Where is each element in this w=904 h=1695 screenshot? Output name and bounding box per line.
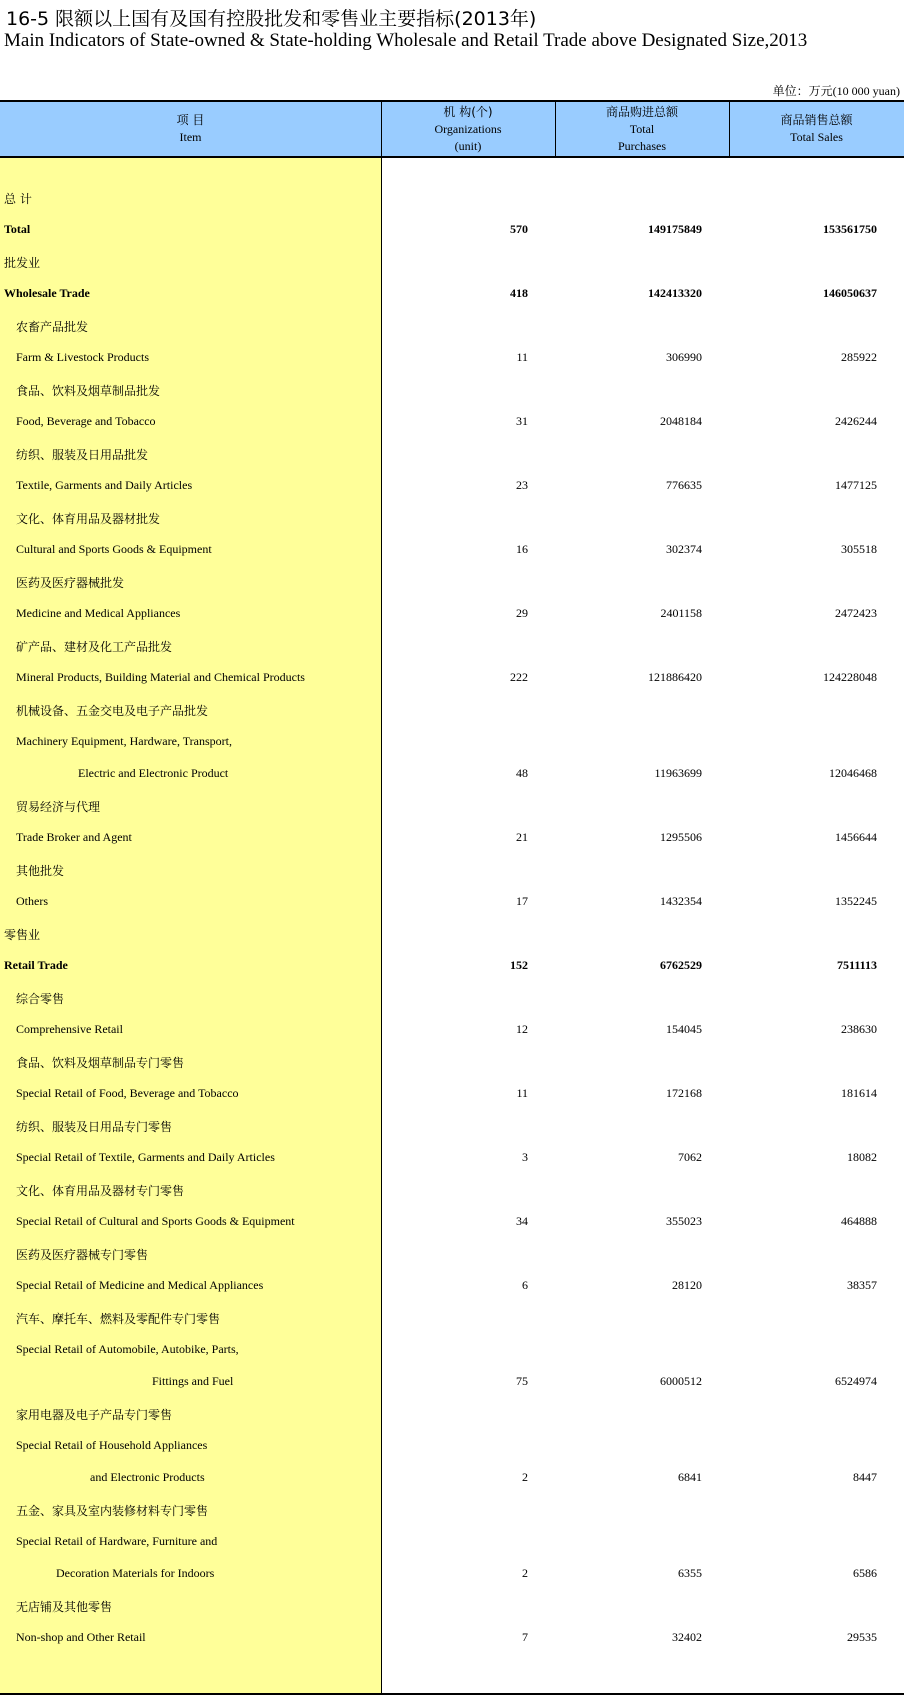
cell-purchases: 32402 [672,1630,702,1644]
cell-purchases: 7062 [678,1150,702,1164]
header-divider [729,102,730,156]
cell-sales: 7511113 [836,958,877,972]
table-row [0,662,904,694]
row-label: Fittings and Fuel [152,1374,234,1388]
header-item [0,102,381,156]
cell-sales: 146050637 [823,286,877,300]
header-orgs [381,102,555,156]
row-label: Trade Broker and Agent [16,830,132,844]
row-label: 无店铺及其他零售 [16,1600,113,1614]
table-row [0,726,904,758]
cell-sales: 1352245 [835,894,877,908]
row-label: Non-shop and Other Retail [16,1630,146,1644]
row-label: 医药及医疗器械批发 [16,576,125,590]
table-row [0,1398,904,1430]
cell-sales: 38357 [847,1278,877,1292]
cell-sales: 238630 [841,1022,877,1036]
header-sales-en: Total Sales [790,130,843,144]
table-row [0,1334,904,1366]
row-label: Textile, Garments and Daily Articles [16,478,193,492]
row-label: Cultural and Sports Goods & Equipment [16,542,212,556]
cell-sales: 2472423 [835,606,877,620]
cell-orgs: 11 [516,350,528,364]
row-label: 贸易经济与代理 [16,800,101,814]
cell-orgs: 48 [516,766,528,780]
row-label: 矿产品、建材及化工产品批发 [16,640,173,654]
cell-purchases: 142413320 [648,286,702,300]
row-label: 家用电器及电子产品专门零售 [16,1408,173,1422]
table-row [0,822,904,854]
table-row [0,1430,904,1462]
cell-sales: 12046468 [829,766,877,780]
cell-sales: 1456644 [835,830,877,844]
page-title-en: Main Indicators of State-owned & State-holding Wholesale and Retail Trade above Designated Size,2013 [4,30,808,51]
cell-orgs: 21 [516,830,528,844]
row-label: 五金、家具及室内装修材料专门零售 [16,1504,209,1518]
row-label: 食品、饮料及烟草制品批发 [16,384,161,398]
table-row [0,1078,904,1110]
cell-sales: 285922 [841,350,877,364]
table-row [0,342,904,374]
cell-orgs: 2 [522,1470,528,1484]
table-row [0,886,904,918]
row-label: 综合零售 [16,992,65,1006]
row-label: 食品、饮料及烟草制品专门零售 [16,1056,185,1070]
header-divider [555,102,556,156]
cell-orgs: 418 [510,286,528,300]
table-row [0,950,904,982]
row-label: Special Retail of Household Appliances [16,1438,208,1452]
table-row [0,502,904,534]
cell-sales: 305518 [841,542,877,556]
cell-sales: 8447 [853,1470,877,1484]
cell-purchases: 1295506 [660,830,702,844]
table-row [0,470,904,502]
cell-orgs: 11 [516,1086,528,1100]
cell-purchases: 6841 [678,1470,702,1484]
cell-purchases: 154045 [666,1022,702,1036]
cell-purchases: 6762529 [660,958,702,972]
header-orgs-cn: 机 构(个) [443,104,493,119]
cell-purchases: 6355 [678,1566,702,1580]
table-row [0,182,904,214]
table-row [0,1590,904,1622]
cell-orgs: 34 [516,1214,528,1228]
table-row [0,374,904,406]
table-row [0,1238,904,1270]
table-row [0,406,904,438]
cell-orgs: 29 [516,606,528,620]
header-item-cn: 项 目 [176,113,205,127]
table-row [0,1014,904,1046]
row-label: Electric and Electronic Product [78,766,229,780]
row-label: and Electronic Products [90,1470,205,1484]
row-label: 批发业 [4,256,41,270]
table-row [0,630,904,662]
cell-sales: 1477125 [835,478,877,492]
cell-orgs: 570 [510,222,528,236]
cell-orgs: 31 [516,414,528,428]
header-orgs-en: Organizations [434,121,502,136]
table-row [0,982,904,1014]
cell-orgs: 3 [522,1150,528,1164]
cell-orgs: 222 [510,670,528,684]
cell-orgs: 16 [516,542,528,556]
cell-sales: 181614 [841,1086,877,1100]
cell-purchases: 149175849 [648,222,702,236]
cell-purchases: 302374 [666,542,702,556]
table-row [0,694,904,726]
cell-sales: 6524974 [835,1374,877,1388]
cell-purchases: 306990 [666,350,702,364]
header-sales [729,102,904,156]
cell-orgs: 2 [522,1566,528,1580]
cell-orgs: 7 [522,1630,528,1644]
row-label: Special Retail of Medicine and Medical Appliances [16,1278,264,1292]
row-label: Wholesale Trade [4,286,90,300]
header-purchases [555,102,729,156]
table-row [0,214,904,246]
cell-sales: 29535 [847,1630,877,1644]
row-label: Special Retail of Food, Beverage and Tobacco [16,1086,239,1100]
row-label: 文化、体育用品及器材专门零售 [16,1184,185,1198]
table-header [0,100,904,158]
row-label: Food, Beverage and Tobacco [16,414,156,428]
cell-purchases: 28120 [672,1278,702,1292]
header-purchases-en1: Total [629,121,655,136]
row-label: 机械设备、五金交电及电子产品批发 [16,704,209,718]
table-row [0,1558,904,1590]
cell-purchases: 121886420 [648,670,702,684]
table-row [0,790,904,822]
header-orgs-unit: (unit) [454,138,482,153]
header-item-en: Item [179,130,202,144]
header-purchases-en2: Purchases [618,138,666,153]
row-label: 总 计 [4,192,32,206]
table-row [0,1366,904,1398]
table-row [0,246,904,278]
table-row [0,1622,904,1654]
table-row [0,1302,904,1334]
page-title-cn: 16-5 限额以上国有及国有控股批发和零售业主要指标(2013年) [6,8,537,30]
cell-orgs: 75 [516,1374,528,1388]
table-row [0,598,904,630]
cell-sales: 2426244 [835,414,877,428]
table-row [0,534,904,566]
table-row [0,1046,904,1078]
header-divider [381,102,382,156]
cell-purchases: 2401158 [660,606,702,620]
cell-orgs: 17 [516,894,528,908]
cell-sales: 124228048 [823,670,877,684]
header-purchases-cn: 商品购进总额 [605,104,678,119]
row-label: 纺织、服装及日用品批发 [16,448,149,462]
table-row [0,1270,904,1302]
row-label: 文化、体育用品及器材批发 [16,512,161,526]
row-label: Retail Trade [4,958,68,972]
row-label: 零售业 [4,928,41,942]
row-label: Medicine and Medical Appliances [16,606,181,620]
table-row [0,1206,904,1238]
row-label: 纺织、服装及日用品专门零售 [16,1120,173,1134]
table-row [0,1462,904,1494]
cell-sales: 464888 [841,1214,877,1228]
table-row [0,854,904,886]
cell-purchases: 355023 [666,1214,702,1228]
table-row [0,310,904,342]
row-label: Decoration Materials for Indoors [56,1566,215,1580]
row-label: Comprehensive Retail [16,1022,123,1036]
cell-purchases: 172168 [666,1086,702,1100]
cell-purchases: 6000512 [660,1374,702,1388]
cell-purchases: 2048184 [660,414,702,428]
row-label: Others [16,894,48,908]
row-label: 其他批发 [16,864,65,878]
row-label: Special Retail of Hardware, Furniture and [16,1534,218,1548]
data-table [0,100,904,1695]
cell-sales: 153561750 [823,222,877,236]
cell-orgs: 23 [516,478,528,492]
row-label: Mineral Products, Building Material and Chemical Products [16,670,305,684]
table-row [0,1110,904,1142]
table-row [0,1526,904,1558]
row-label: Machinery Equipment, Hardware, Transport, [16,734,232,748]
cell-orgs: 6 [522,1278,528,1292]
table-row [0,438,904,470]
cell-sales: 6586 [853,1566,877,1580]
cell-purchases: 776635 [666,478,702,492]
table-row [0,1142,904,1174]
table-row [0,278,904,310]
cell-sales: 18082 [847,1150,877,1164]
row-label: Special Retail of Cultural and Sports Goods & Equipment [16,1214,295,1228]
row-label: Farm & Livestock Products [16,350,149,364]
row-label: 农畜产品批发 [16,320,89,334]
cell-purchases: 1432354 [660,894,702,908]
row-label: Special Retail of Automobile, Autobike, Parts, [16,1342,239,1356]
table-row [0,758,904,790]
header-sales-cn: 商品销售总额 [780,113,853,127]
cell-orgs: 12 [516,1022,528,1036]
cell-purchases: 11963699 [654,766,702,780]
table-row [0,1494,904,1526]
cell-orgs: 152 [510,958,528,972]
table-row [0,918,904,950]
row-label: Total [4,222,31,236]
unit-note: 单位：万元(10 000 yuan) [772,84,900,98]
table-row [0,566,904,598]
row-label: 医药及医疗器械专门零售 [16,1248,149,1262]
row-label: Special Retail of Textile, Garments and Daily Articles [16,1150,275,1164]
table-row [0,1174,904,1206]
row-label: 汽车、摩托车、燃料及零配件专门零售 [16,1312,221,1326]
